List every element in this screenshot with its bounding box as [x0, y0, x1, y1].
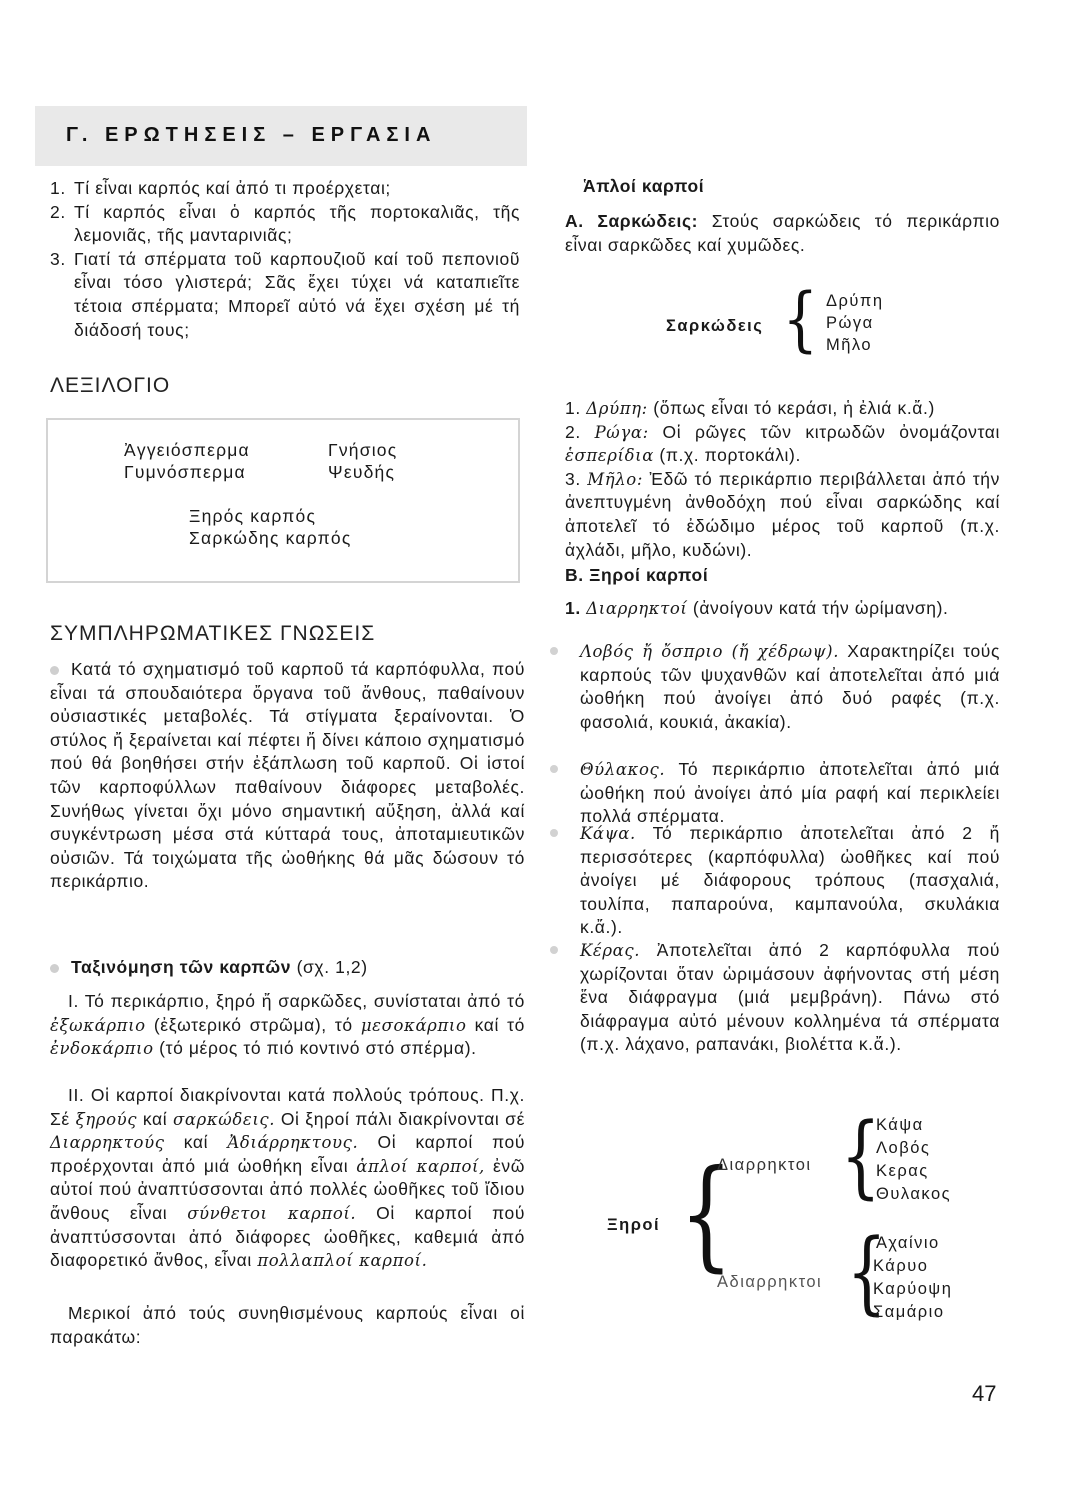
dry-item [580, 758, 1000, 829]
paragraph-text: Κατά τό σχηματισμό τοῦ καρποῦ τά καρπόφυλλα, πού εἶναι τά σπουδαιότερα ὄργανα τοῦ ἄνθους, παθαίνουν οὐσιαστικές μεταβολές. Τά στίγματα ξεραίνονται. Ὁ στύλος ἤ ξεραίνεται καί πέφτει ἤ δίνει κάποιο σχηματισμό πού θά βοηθήσει στήν ἐξάπλωση τοῦ καρποῦ. Οἱ ἱστοί τῶν καρποφύλλων παθαίνουν διάφορες μεταβολές. Συνήθως γίνεται ὄχι μόνο σημαντική αὔξηση, ἀλλά καί συγκέντρωση μέσα στά κύτταρά τους, ἀποταμιευτικῶν οὐσιῶν. Τά τοιχώματα τῆς ὠοθήκης θά μᾶς δώσουν τό περικάρπιο. [50, 659, 525, 892]
item-term: Κέρας. [580, 941, 641, 960]
term: σαρκώδεις. [172, 1109, 276, 1129]
fleshy-intro [565, 210, 1000, 257]
fleshy-item [565, 468, 1000, 562]
diagram-root-dry: Ξηροί [607, 1216, 661, 1234]
supplementary-title: ΣΥΜΠΛΗΡΩΜΑΤΙΚΕΣ ΓΝΩΣΕΙΣ [50, 622, 376, 645]
item-number: 2. [565, 421, 581, 442]
vocabulary-title: ΛΕΞΙΛΟΓΙΟ [50, 374, 171, 397]
diagram-root-fleshy: Σαρκώδεις [666, 317, 764, 335]
text: Οἱ καρποί διακρίνονται κατά πολλούς τρόπους. Π.χ. Σέ [50, 1085, 525, 1129]
brace-icon: { [782, 278, 819, 360]
dry-item [580, 822, 1000, 940]
item-text: Οἱ ρῶγες τῶν κιτρωδῶν ὀνομάζονται [662, 421, 1001, 442]
question-number: 1. [50, 178, 66, 198]
dry-item [580, 939, 1000, 1057]
vocabulary-box [46, 418, 520, 583]
question-item [50, 201, 520, 248]
bullet-icon [550, 647, 558, 655]
diagram-item: Αχαίνιο [876, 1234, 940, 1252]
item-term: Θύλακος. [580, 760, 666, 779]
fleshy-list [565, 397, 1000, 562]
text: Οἱ καρποί πού προέρχονται ἀπό μιά ὠοθήκη εἶναι [50, 1132, 525, 1176]
text: (ἐξωτερικό στρῶμα), τό [153, 1014, 353, 1035]
item-text: Ἀποτελεῖται ἀπό 2 καρπόφυλλα πού χωρίζονται ὅταν ὡριμάσουν ἀφήνοντας στή μέση ἕνα διάφραγμα (μιά μεμβράνη). Πάνω στό διάφραγμα αὐτό μένουν κολλημένα τά σπέρματα (π.χ. λάχανο, ραπανάκι, βιολέττα κ.ἄ.). [580, 940, 1000, 1055]
vocabulary-word: Ψευδής [328, 462, 396, 482]
classification-point-2 [50, 1084, 525, 1273]
heading: Ἁπλοί καρποί [583, 176, 705, 196]
item-term: Δρύπη: [586, 399, 648, 418]
question-text: Τί καρπός εἶναι ὁ καρπός τῆς πορτοκαλιᾶς, τῆς λεμονιᾶς, τῆς μανταρινιᾶς; [74, 201, 520, 246]
point-number: ΙΙ. [68, 1085, 85, 1105]
supplementary-paragraph [50, 658, 525, 894]
item-text: Τό περικάρπιο ἀποτελεῖται ἀπό 2 ἤ περισσότερες (καρπόφυλλα) ὠοθῆκες καί πού ἀνοίγει μέ διάφορους τρόπους (πασχαλιά, τουλίπα, παπαρούνα, καμπανούλα, σκυλάκια κ.ἄ.). [580, 823, 1000, 938]
item-text: Χαρακτηρίζει τούς καρπούς τῶν ψυχανθῶν καί ἀποτελεῖται ἀπό μιά ὠοθήκη πού ἀνοίγει ἀπό δυό ραφές (π.χ. φασολιά, κουκιά, ἀκακία). [580, 641, 1000, 732]
classification-title: Ταξινόμηση τῶν καρπῶν [71, 957, 292, 977]
brace-icon: { [840, 1104, 881, 1209]
text: Τό περικάρπιο, ξηρό ἤ σαρκῶδες, συνίσταται ἀπό τό [84, 991, 525, 1011]
dry-fruits-title [565, 564, 1000, 588]
term: ἁπλοί καρποί, [356, 1156, 485, 1176]
fleshy-item [565, 397, 1000, 421]
vocabulary-word: Γυμνόσπερμα [124, 462, 246, 482]
bullet-icon [50, 964, 59, 973]
diagram-item: Θυλακος [876, 1185, 952, 1203]
questions-list [50, 177, 520, 342]
item-number: 1. [565, 398, 581, 418]
heading: Β. Ξηροί καρποί [565, 565, 709, 585]
diagram-item: Σαμάριο [873, 1303, 945, 1321]
diagram-item: Κερας [876, 1162, 929, 1180]
item-number: 1. [565, 598, 581, 618]
diagram-item: Ρώγα [826, 314, 874, 332]
term: ξηρούς [75, 1109, 138, 1129]
question-item [50, 248, 520, 342]
diagram-item: Λοβός [876, 1139, 931, 1157]
diagram-item: Καρύοψη [873, 1280, 953, 1298]
diagram-item: Δρύπη [826, 292, 884, 310]
item-text: Ἐδῶ τό περικάρπιο περιβάλλεται ἀπό τήν ἀνεπτυγμένη ἀνθοδόχη πού εἶναι σαρκώδης καί ἀποτελεῖ τό ἐδώδιμο μέρος τοῦ καρποῦ (π.χ. ἀχλάδι, μῆλο, κυδώνι). [565, 468, 1000, 560]
item-term: Μῆλο: [587, 469, 643, 489]
question-text: Τί εἶναι καρπός καί ἀπό τι προέρχεται; [74, 178, 391, 198]
item-text: (ὅπως εἶναι τό κεράσι, ἡ ἐλιά κ.ἄ.) [653, 398, 935, 418]
classification-heading [50, 956, 525, 980]
bullet-icon [550, 829, 558, 837]
item-term: ἑσπερίδια [565, 446, 654, 466]
point-number: Ι. [68, 991, 79, 1011]
brace-icon: { [679, 1145, 733, 1284]
fleshy-item [565, 421, 1000, 468]
vocabulary-word: Σαρκώδης καρπός [189, 528, 352, 548]
page-number: 47 [972, 1381, 997, 1406]
term: ἐξωκάρπιο [50, 1015, 146, 1035]
diagram-item: Μῆλο [826, 336, 873, 354]
fleshy-text: Στούς σαρκώδεις τό περικάρπιο εἶναι σαρκῶδες καί χυμῶδες. [565, 211, 1000, 255]
text: καί [183, 1132, 209, 1153]
closing-paragraph: Μερικοί ἀπό τούς συνηθισμένους καρπούς εἶναι οἱ παρακάτω: [50, 1303, 525, 1347]
bullet-icon [550, 946, 558, 954]
term: σύνθετοι καρποί. [187, 1203, 357, 1223]
vocabulary-word: Ἀγγειόσπερμα [124, 440, 250, 460]
bullet-icon [50, 666, 59, 675]
vocabulary-word: Ξηρός καρπός [189, 506, 317, 526]
section-title: Γ. ΕΡΩΤΗΣΕΙΣ – ΕΡΓΑΣΙΑ [66, 124, 437, 146]
item-term: Λοβός ἤ ὄσπριο (ἤ χέδρωψ). [580, 642, 840, 661]
question-number: 3. [50, 248, 66, 269]
term: ἐνδοκάρπιο [50, 1039, 154, 1059]
diagram-item: Κάψα [876, 1116, 924, 1134]
text: καί τό [474, 1014, 525, 1035]
classification-point-1 [50, 990, 525, 1061]
item-text: (ἀνοίγουν κατά τήν ὡρίμανση). [692, 598, 949, 618]
item-text: (π.χ. πορτοκάλι). [659, 445, 801, 466]
brace-icon: { [846, 1220, 887, 1325]
item-term: Κάψα. [580, 824, 636, 843]
vocabulary-word: Γνήσιος [328, 440, 398, 460]
diagram-branch: Διαρρηκτοι [717, 1156, 812, 1174]
text: Οἱ καρποί πού ἀναπτύσσονται ἀπό διάφορες ὠοθῆκες, καθεμιά ἀπό διαφορετικό ἄνθος, εἶναι [50, 1202, 525, 1271]
question-number: 2. [50, 201, 66, 222]
bullet-icon [550, 765, 558, 773]
term: πολλαπλοί καρποί. [257, 1251, 428, 1271]
question-item [50, 177, 520, 201]
simple-fruits-title [583, 175, 1018, 199]
text: καί [142, 1108, 168, 1129]
text: Οἱ ξηροί πάλι διακρίνονται σέ [280, 1108, 525, 1129]
question-text: Γιατί τά σπέρματα τοῦ καρπουζιοῦ καί τοῦ πεπονιοῦ εἶναι τόσο γλιστερά; Σᾶς ἔχει τύχει νά καταπιεῖτε τέτοια σπέρματα; Μπορεῖ αὐτό νά ἔχει σχέση μέ τή διάδοσή τους; [74, 248, 520, 340]
item-number: 3. [565, 468, 581, 489]
item-text: Τό περικάρπιο ἀποτελεῖται ἀπό μιά ὠοθήκη πού ἀνοίγει ἀπό μία ραφή καί περικλείει πολλά σπέρματα. [580, 759, 1000, 827]
item-term: Διαρρηκτοί [586, 599, 688, 618]
term: Διαρρηκτούς [50, 1133, 165, 1153]
dehiscent-intro [565, 597, 1000, 621]
text: (τό μέρος τό πιό κοντινό στό σπέρμα). [159, 1038, 477, 1059]
figure-reference: (σχ. 1,2) [296, 957, 368, 977]
fleshy-label: Α. Σαρκώδεις: [565, 211, 699, 231]
term: Ἀδιάρρηκτους. [227, 1133, 359, 1153]
dry-item [580, 640, 1000, 734]
item-term: Ρώγα: [594, 422, 649, 442]
text: ἐνῶ αὐτοί πού ἀναπτύσσονται ἀπό πολλές ὠοθῆκες τοῦ ἴδιου ἄνθους εἶναι [50, 1155, 525, 1223]
diagram-branch: Αδιαρρηκτοι [717, 1273, 823, 1291]
diagram-item: Κάρυο [873, 1257, 929, 1275]
term: μεσοκάρπιο [360, 1015, 467, 1035]
